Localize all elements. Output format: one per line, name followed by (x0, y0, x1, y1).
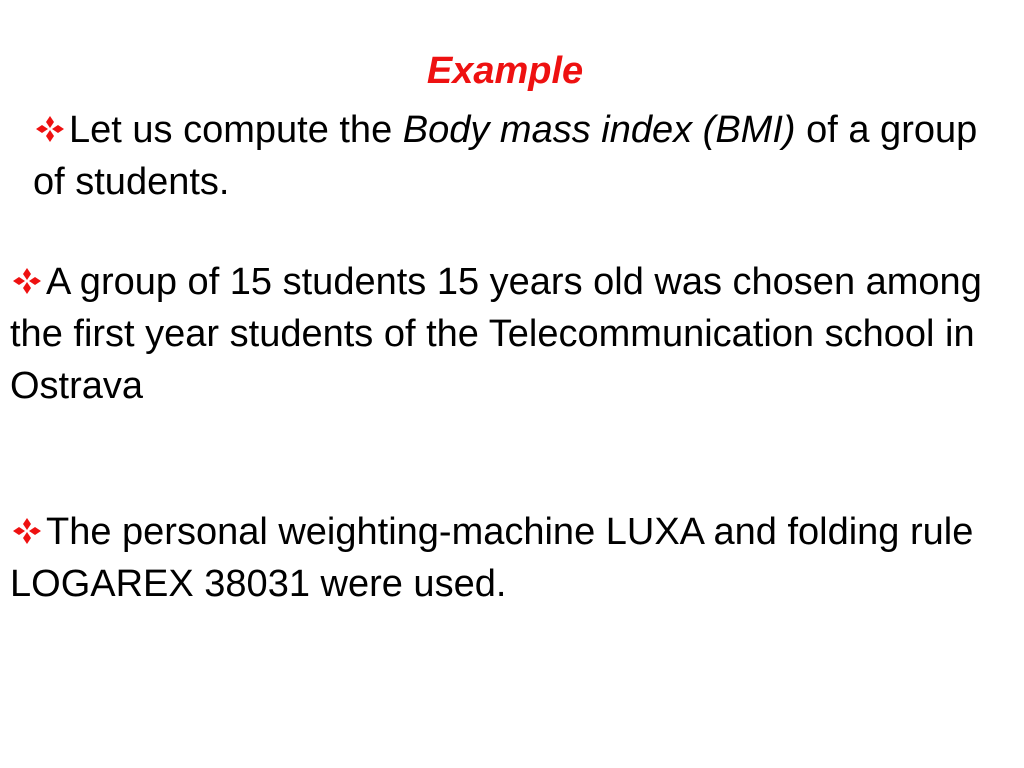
bullet-text-before: Let us compute the (69, 109, 403, 151)
bullet-text: A group of 15 students 15 years old was chosen among the first year students of the Telecommunication school in Ostrava (10, 261, 982, 407)
diamond-bullet-icon (10, 266, 46, 296)
bullet-text: The personal weighting-machine LUXA and folding rule LOGAREX 38031 were used. (10, 511, 974, 605)
bullet-text-after: of a group of students. (33, 109, 978, 203)
bullet-text-italic: Body mass index (BMI) (402, 109, 796, 151)
bullet-item-students (10, 256, 1010, 412)
bullet-item-equipment (10, 506, 1010, 610)
diamond-bullet-icon (33, 114, 69, 144)
diamond-bullet-icon (10, 516, 46, 546)
bullet-item-bmi (33, 104, 1008, 208)
slide-title: Example (426, 50, 584, 92)
